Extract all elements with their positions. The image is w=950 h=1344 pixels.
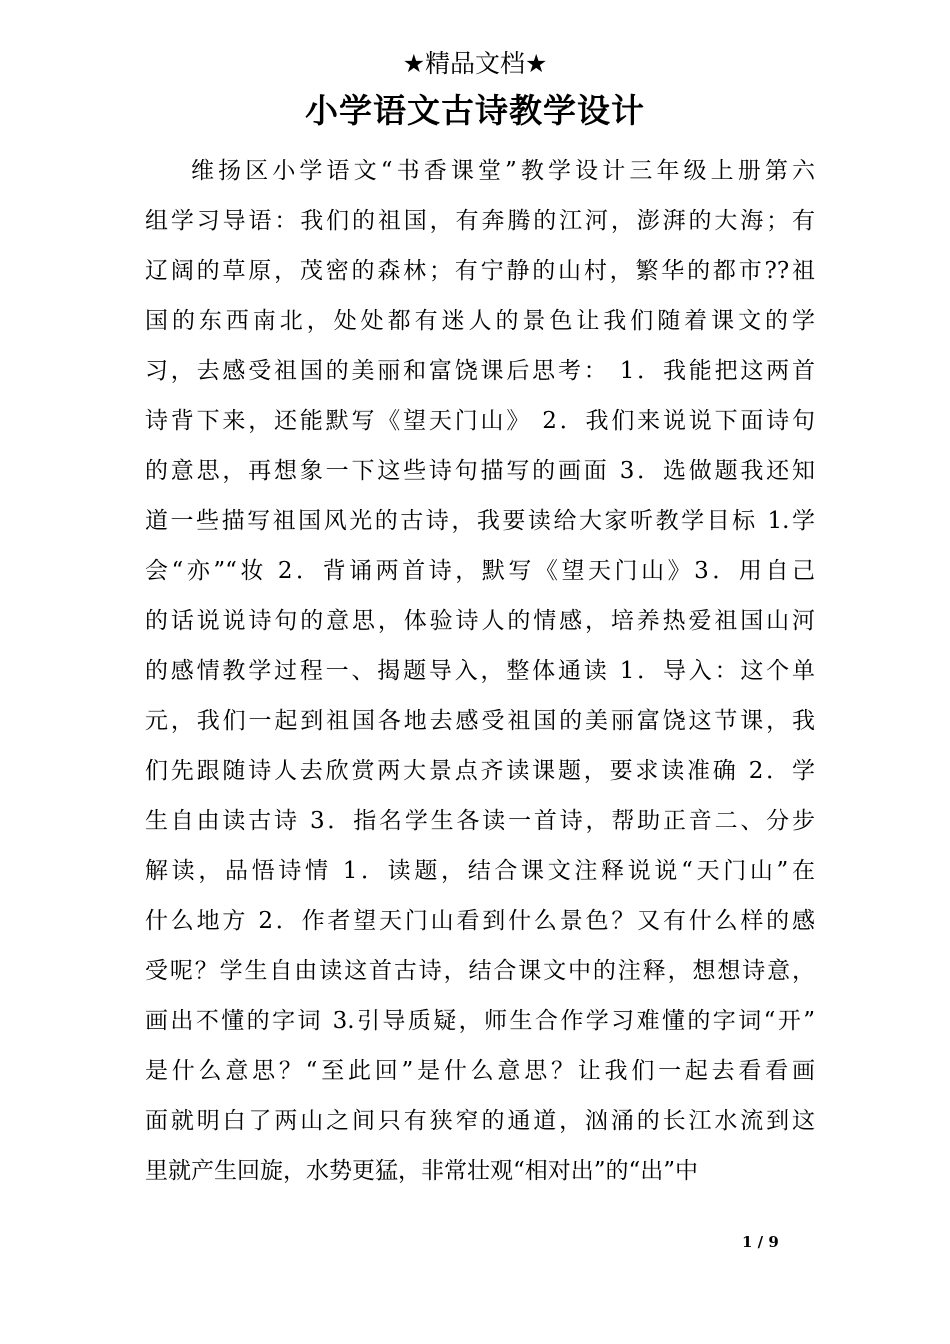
- body-line: 的话说说诗句的意思，体验诗人的情感，培养热爱祖国山河: [145, 608, 815, 634]
- document-title: 小学语文古诗教学设计: [305, 91, 645, 130]
- body-line: 解读，品悟诗情 1．读题，结合课文注释说说“天门山”在: [145, 858, 815, 884]
- body-line: 诗背下来，还能默写《望天门山》 2．我们来说说下面诗句: [145, 408, 815, 434]
- body-line: 生自由读古诗 3．指名学生各读一首诗，帮助正音二、分步: [145, 808, 815, 834]
- body-line: 是什么意思？“至此回”是什么意思？让我们一起去看看画: [145, 1058, 815, 1084]
- body-line: 里就产生回旋，水势更猛，非常壮观“相对出”的“出”中: [145, 1158, 699, 1184]
- body-line: 习，去感受祖国的美丽和富饶课后思考： 1．我能把这两首: [145, 358, 815, 384]
- body-line: 受呢？学生自由读这首古诗，结合课文中的注释，想想诗意，: [145, 958, 815, 984]
- body-line: 的感情教学过程一、揭题导入，整体通读 1．导入：这个单: [145, 658, 815, 684]
- body-line: 的意思，再想象一下这些诗句描写的画面 3．选做题我还知: [145, 458, 815, 484]
- body-line: 元，我们一起到祖国各地去感受祖国的美丽富饶这节课，我: [145, 708, 815, 734]
- body-line: 面就明白了两山之间只有狭窄的通道，汹涌的长江水流到这: [145, 1108, 815, 1134]
- body-line: 组学习导语：我们的祖国，有奔腾的江河，澎湃的大海；有: [145, 208, 815, 234]
- body-line: 国的东西南北，处处都有迷人的景色让我们随着课文的学: [145, 308, 815, 334]
- body-line: 什么地方 2．作者望天门山看到什么景色？又有什么样的感: [145, 908, 815, 934]
- page-number: 1 / 9: [742, 1233, 779, 1251]
- body-line: 维扬区小学语文“书香课堂”教学设计三年级上册第六: [191, 158, 815, 184]
- body-line: 辽阔的草原，茂密的森林；有宁静的山村，繁华的都市??祖: [145, 258, 815, 284]
- body-line: 道一些描写祖国风光的古诗，我要读给大家听教学目标 1.学: [145, 508, 815, 534]
- body-line: 们先跟随诗人去欣赏两大景点齐读课题，要求读准确 2．学: [145, 758, 815, 784]
- header-mark: ★精品文档★: [402, 49, 548, 78]
- body-line: 画出不懂的字词 3.引导质疑，师生合作学习难懂的字词“开”: [145, 1008, 815, 1034]
- body-line: 会“亦”“妆 2．背诵两首诗，默写《望天门山》3．用自己: [145, 558, 815, 584]
- document-body: [145, 146, 815, 1196]
